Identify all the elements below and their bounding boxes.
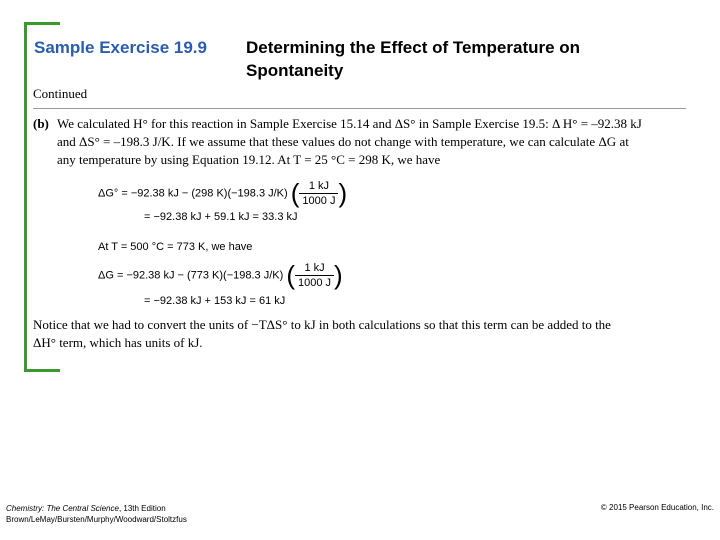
part-b-label: (b) (33, 116, 49, 131)
equation-1: ΔG° = −92.38 kJ − (298 K)(−198.3 J/K) ( $\frac{1 kJ}{1000 J}$ ) (98, 178, 348, 208)
footer-edition: , 13th Edition (118, 504, 166, 513)
part-b-paragraph (33, 115, 683, 169)
equation-1-numerator: 1 kJ (299, 179, 338, 194)
part-b-line2: and ΔS° = –198.3 J/K. If we assume that these values do not change with temperature, we can calculate ΔG at (57, 134, 629, 149)
equation-1-lhs: ΔG° = −92.38 kJ − (298 K)(−198.3 J/K) (98, 187, 288, 200)
divider (33, 108, 686, 109)
equation-4-lhs: ΔG = −92.38 kJ − (773 K)(−198.3 J/K) (98, 269, 284, 282)
equation-1-denominator: 1000 J (302, 195, 336, 207)
green-bracket-left (24, 22, 27, 372)
green-bracket-top (24, 22, 60, 25)
title-line1: Determining the Effect of Temperature on (246, 38, 581, 57)
footer-citation (6, 503, 187, 525)
footer-book-title: Chemistry: The Central Science (6, 504, 119, 513)
exercise-number: Sample Exercise 19.9 (34, 38, 207, 57)
equation-4-fraction (295, 261, 334, 290)
equation-4-numerator: 1 kJ (295, 261, 334, 276)
equation-5: = −92.38 kJ + 153 kJ = 61 kJ (144, 295, 286, 307)
notice-paragraph (33, 316, 683, 352)
equation-4: ΔG = −92.38 kJ − (773 K)(−198.3 J/K) ( $\frac{1 kJ}{1000 J}$ ) (98, 260, 343, 290)
notice-line2: ΔH° term, which has units of kJ. (33, 335, 203, 350)
title-line2: Spontaneity (246, 61, 344, 80)
page-title (34, 36, 580, 82)
footer-copyright: © 2015 Pearson Education, Inc. (600, 503, 714, 512)
equation-4-denominator: 1000 J (298, 277, 332, 289)
part-b-line1: We calculated H° for this reaction in Sample Exercise 15.14 and ΔS° in Sample Exercise 19.5: Δ H° = –92.38 kJ (57, 116, 642, 131)
equation-3: At T = 500 °C = 773 K, we have (98, 241, 253, 253)
notice-line1: Notice that we had to convert the units of −TΔS° to kJ in both calculations so that this term can be added to the (33, 317, 611, 332)
part-b-line3: any temperature by using Equation 19.12. At T = 25 °C = 298 K, we have (57, 152, 441, 167)
continued-label: Continued (33, 86, 88, 101)
equation-2: = −92.38 kJ + 59.1 kJ = 33.3 kJ (144, 211, 298, 223)
equation-1-fraction (299, 179, 338, 208)
green-bracket-bottom (24, 369, 60, 372)
footer-authors: Brown/LeMay/Bursten/Murphy/Woodward/Stoltzfus (6, 515, 187, 524)
